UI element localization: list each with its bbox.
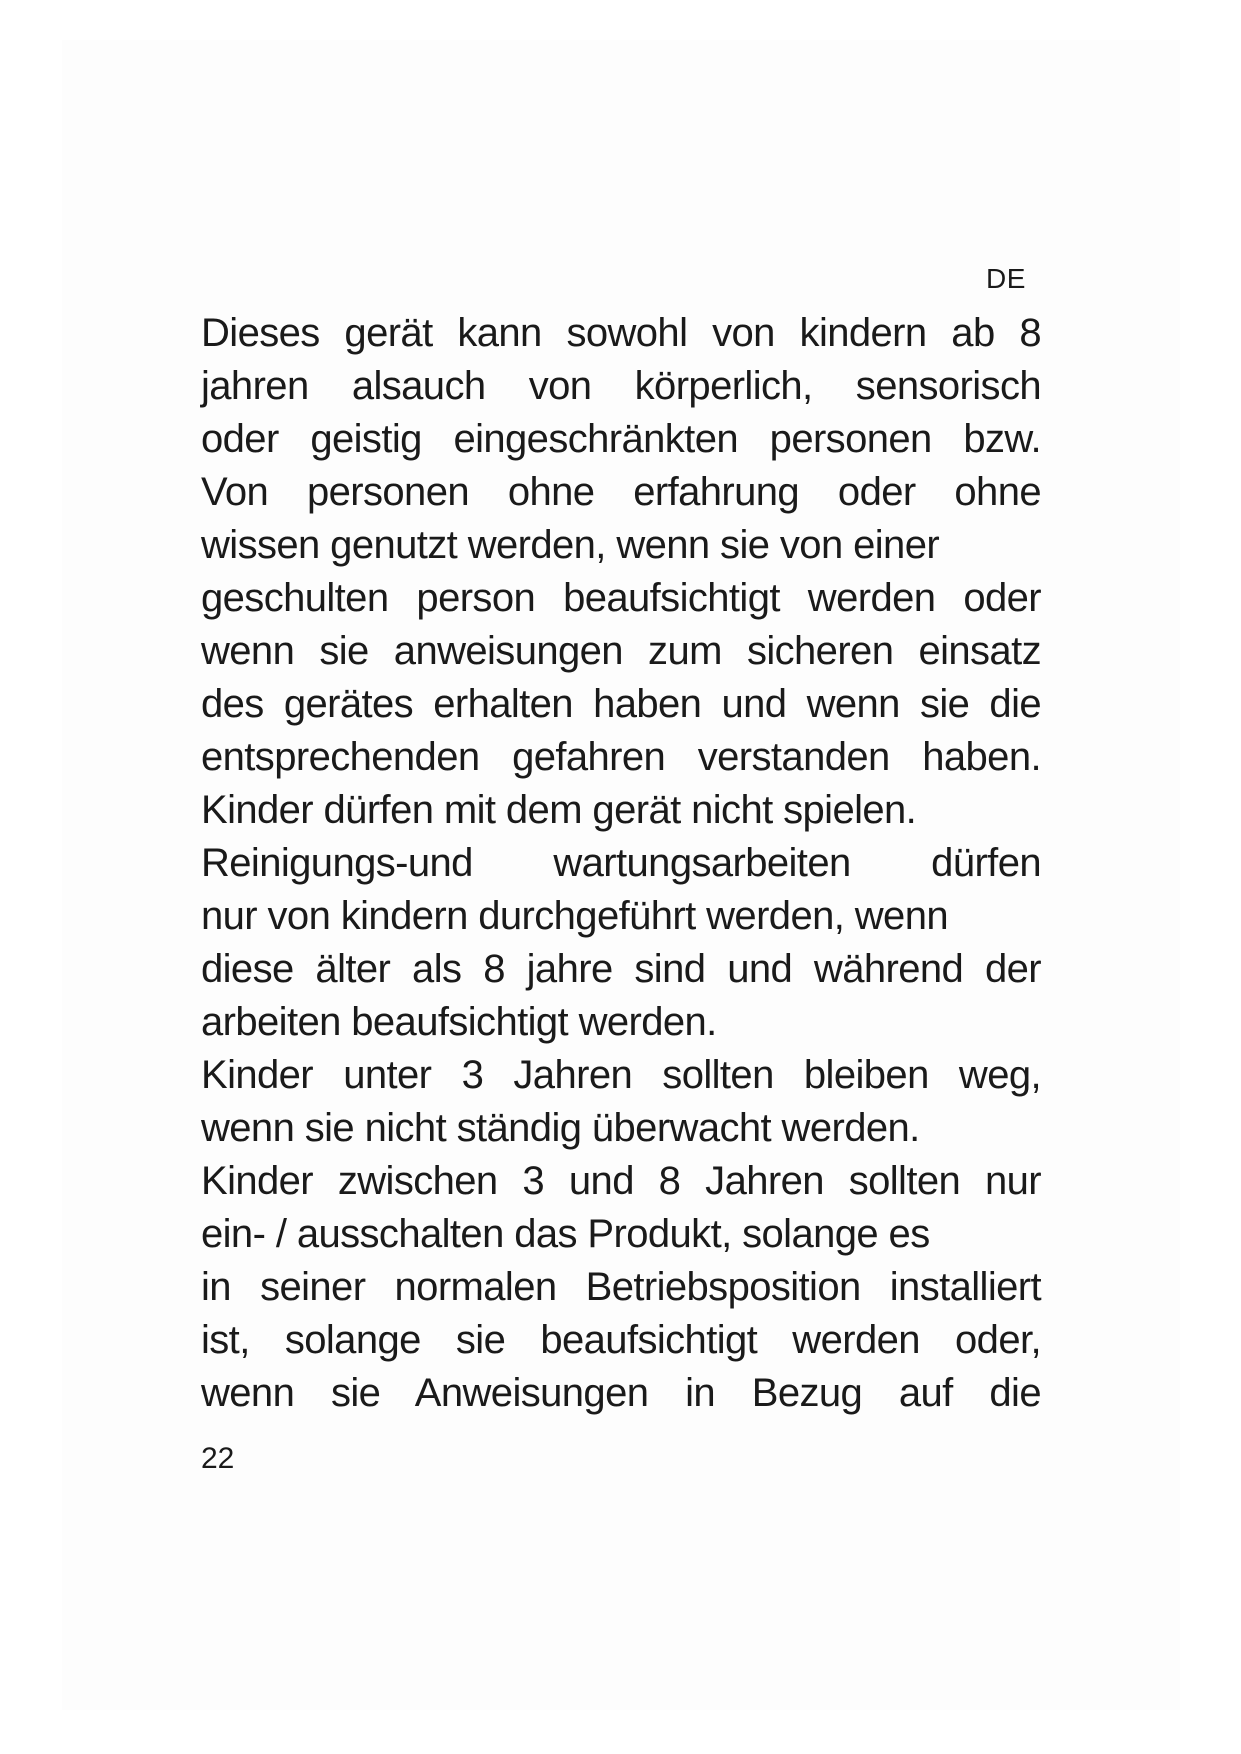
text-line: ist, solange sie beaufsichtigt werden oder, [201, 1318, 1041, 1362]
text-line: diese älter als 8 jahre sind und während der [201, 947, 1041, 991]
text-line: wenn sie anweisungen zum sicheren einsatz [201, 629, 1041, 673]
text-line: Reinigungs-und wartungsarbeiten dürfen [201, 841, 1041, 885]
text-line: entsprechenden gefahren verstanden haben. [201, 735, 1041, 779]
text-line: oder geistig eingeschränkten personen bzw. [201, 417, 1041, 461]
text-line: wenn sie nicht ständig überwacht werden. [201, 1106, 920, 1150]
text-line: arbeiten beaufsichtigt werden. [201, 1000, 717, 1044]
text-line: Kinder dürfen mit dem gerät nicht spielen. [201, 788, 917, 832]
text-line: jahren alsauch von körperlich, sensorisch [201, 364, 1041, 408]
safety-instructions-text [201, 307, 1041, 1420]
text-line: nur von kindern durchgeführt werden, wenn [201, 894, 948, 938]
text-line: geschulten person beaufsichtigt werden oder [201, 576, 1041, 620]
language-label: DE [986, 263, 1026, 294]
text-line: Kinder zwischen 3 und 8 Jahren sollten nur [201, 1159, 1041, 1203]
text-line: des gerätes erhalten haben und wenn sie die [201, 682, 1041, 726]
text-line: Dieses gerät kann sowohl von kindern ab 8 [201, 311, 1041, 355]
text-line: in seiner normalen Betriebsposition installiert [201, 1265, 1041, 1309]
text-line: wissen genutzt werden, wenn sie von einer [201, 523, 940, 567]
text-line: wenn sie Anweisungen in Bezug auf die [201, 1371, 1041, 1415]
text-line: ein- / ausschalten das Produkt, solange es [201, 1212, 930, 1256]
text-line: Von personen ohne erfahrung oder ohne [201, 470, 1041, 514]
page-number: 22 [201, 1442, 235, 1475]
text-line: Kinder unter 3 Jahren sollten bleiben weg, [201, 1053, 1041, 1097]
